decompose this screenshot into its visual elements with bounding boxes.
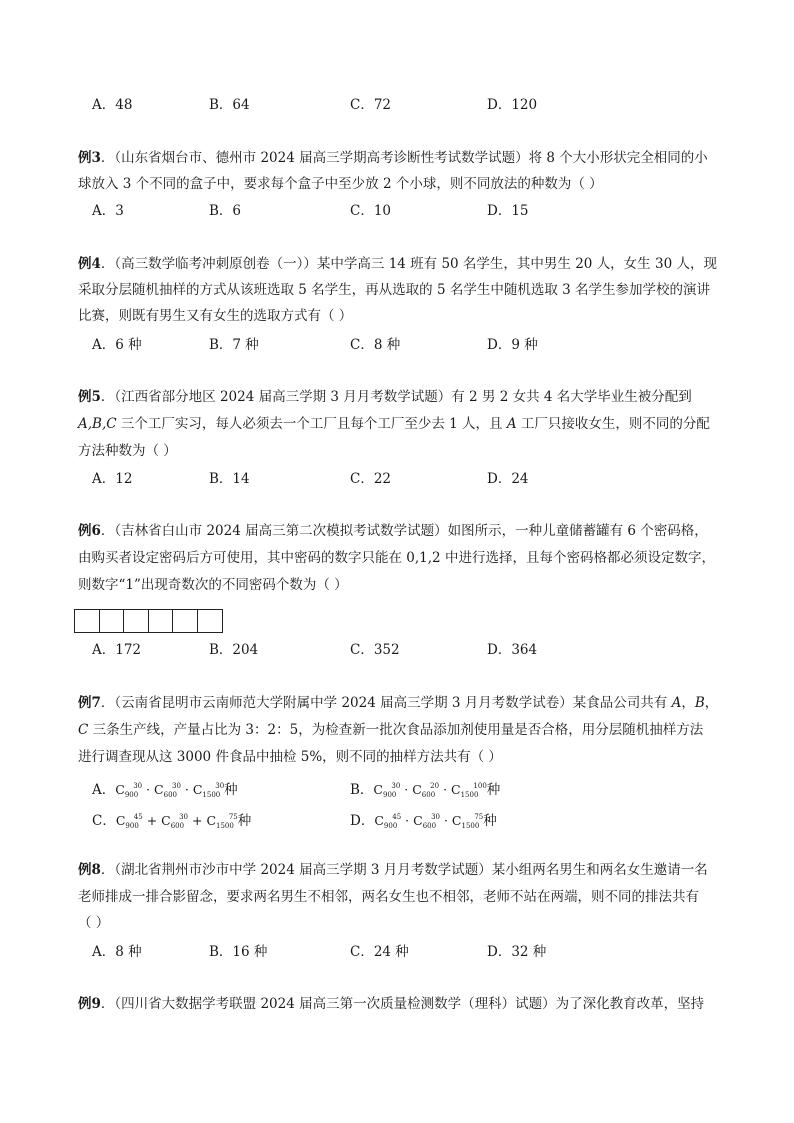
combination-letter: C (412, 782, 422, 797)
combination-k: 20 (430, 782, 440, 790)
q7-text-1: ．（云南省昆明市云南师范大学附属中学 2024 届高三学期 3 月月考数学试卷）某食品公司共有 (100, 695, 672, 711)
q7-option-a[interactable] (92, 776, 238, 805)
q8-text-3: （ ） (78, 915, 110, 931)
password-cell (149, 610, 174, 632)
q6-math-digits: 0,1,2 (406, 550, 441, 566)
q5-text-2a: 三个工厂实习，每人必须去一个工厂且每个工厂至少去 1 人，且 (116, 416, 507, 432)
combination-term (193, 782, 224, 797)
q3-text-2: 球放入 3 个不同的盒子中，要求每个盒子中至少放 2 个小球，则不同放法的种数为（ ） (78, 176, 603, 192)
q5-text-3: 方法种数为（ ） (78, 443, 177, 459)
q6-line-3 (78, 575, 718, 595)
q8-line-1 (78, 860, 718, 880)
q7-text-2: 三条生产线，产量占比为 3：2：5，为检查新一批次食品添加剂使用量是否合格，用分层随机抽样方法 (88, 722, 704, 738)
expr-operator: · (400, 782, 413, 797)
q7-math-a: A (671, 695, 682, 711)
combination-k: 30 (215, 782, 225, 790)
combination-letter: C (413, 813, 423, 828)
expr-operator: + (188, 813, 207, 828)
password-cell (124, 610, 149, 632)
q4-text-1: ．（高三数学临考冲刺原创卷（一））某中学高三 14 班有 50 名学生，其中男生 20 人，女生 30 人，现 (100, 256, 717, 272)
q7-end: ， (704, 695, 719, 711)
q5-label: 例5 (78, 389, 101, 405)
q4-text-3: 比赛，则既有男生又有女生的选取方式有（ ） (78, 308, 353, 324)
q8-text-2: 老师排成一排合影留念，要求两名男生不相邻，两名女生也不相邻，老师不站在两端，则不同的排法共有 (78, 889, 699, 905)
q7-sep: ， (681, 695, 695, 711)
q5-text-2b: 工厂只接收女生，则不同的分配 (516, 416, 710, 432)
q4-option-b[interactable]: B．7 种 (209, 337, 259, 353)
combination-letter: C (161, 813, 171, 828)
q7-option-d[interactable] (350, 807, 497, 836)
combination-term (451, 782, 487, 797)
q7-option-d-label: D． (350, 813, 375, 829)
q7-option-c-label: C． (92, 813, 116, 829)
q7-option-c[interactable] (92, 807, 251, 836)
combination-n: 600 (422, 822, 437, 830)
combination-k: 30 (133, 782, 143, 790)
q9-label: 例9 (78, 996, 101, 1012)
combination-term (412, 782, 439, 797)
combination-k: 30 (179, 813, 189, 821)
q7-option-d-expr (374, 813, 483, 828)
combination-term (413, 813, 440, 828)
q6-option-a[interactable]: A．172 (92, 642, 142, 658)
q5-option-c[interactable]: C．22 (350, 471, 392, 487)
q6-label: 例6 (78, 523, 101, 539)
expr-operator: · (401, 813, 414, 828)
q2-option-b[interactable]: B．64 (209, 97, 250, 113)
q5-text-1: ．（江西省部分地区 2024 届高三学期 3 月月考数学试题）有 2 男 2 女共 4 名大学毕业生被分配到 (100, 389, 692, 405)
combination-n: 600 (421, 791, 436, 799)
q5-option-b[interactable]: B．14 (209, 471, 250, 487)
q2-option-c[interactable]: C．72 (350, 97, 392, 113)
combination-n: 600 (170, 822, 185, 830)
combination-term (154, 782, 181, 797)
q7-option-b-label: B． (350, 782, 374, 798)
expr-operator: · (180, 782, 193, 797)
q3-option-a[interactable]: A．3 (92, 203, 124, 219)
combination-term (374, 813, 401, 828)
q5-option-a[interactable]: A．12 (92, 471, 133, 487)
q5-math-abc: A,B,C (78, 416, 117, 432)
q2-option-d[interactable]: D．120 (487, 97, 538, 113)
q7-option-b-unit: 种 (486, 782, 501, 798)
q9-line-1 (78, 994, 718, 1014)
combination-letter: C (451, 782, 461, 797)
password-grid-figure (74, 609, 223, 633)
expr-operator: + (142, 813, 162, 828)
q7-line-2 (78, 720, 718, 740)
q7-line-3 (78, 747, 718, 767)
q5-options (92, 469, 712, 489)
combination-n: 1500 (460, 791, 479, 799)
q7-option-c-unit: 种 (237, 813, 252, 829)
q8-text-1: ．（湖北省荆州市沙市中学 2024 届高三学期 3 月月考数学试题）某小组两名男生和两名女生邀请一名 (100, 862, 708, 878)
q8-options (92, 942, 712, 962)
q5-line-1 (78, 387, 718, 407)
combination-letter: C (373, 782, 383, 797)
q6-text-2b: 中进行选择，且每个密码格都必须设定数字， (440, 550, 715, 566)
combination-k: 100 (473, 782, 487, 790)
password-cell (100, 610, 125, 632)
q3-label: 例3 (78, 150, 101, 166)
q7-option-b-expr (373, 782, 486, 797)
q5-option-d[interactable]: D．24 (487, 471, 529, 487)
q4-label: 例4 (78, 256, 101, 272)
expr-operator: · (142, 782, 155, 797)
q6-option-c[interactable]: C．352 (350, 642, 400, 658)
q7-options-row-1 (92, 776, 712, 799)
expr-operator: · (440, 813, 452, 828)
combination-term (161, 813, 188, 828)
q7-math-b: B (694, 695, 705, 711)
q2-option-a[interactable]: A．48 (92, 97, 133, 113)
q3-options (92, 201, 712, 221)
q7-option-b[interactable] (350, 776, 500, 805)
q4-line-2 (78, 280, 718, 300)
q5-line-2 (78, 414, 718, 434)
combination-letter: C (374, 813, 384, 828)
combination-term (373, 782, 400, 797)
combination-n: 900 (383, 791, 397, 799)
q6-options (92, 640, 712, 660)
q8-line-3 (78, 913, 718, 933)
combination-term (116, 813, 143, 828)
q6-line-1 (78, 521, 718, 541)
q5-line-3 (78, 441, 718, 461)
combination-letter: C (154, 782, 164, 797)
q8-line-2 (78, 887, 718, 907)
q4-option-a[interactable]: A．6 种 (92, 337, 142, 353)
q3-line-1 (78, 148, 718, 168)
combination-n: 600 (163, 791, 177, 799)
q5-math-a: A (506, 416, 517, 432)
combination-letter: C (451, 813, 462, 828)
combination-k: 75 (474, 813, 484, 821)
combination-letter: C (115, 813, 126, 828)
password-cell (75, 610, 100, 632)
q6-text-1: ．（吉林省白山市 2024 届高三第二次模拟考试数学试题）如图所示，一种儿童储蓄罐有 6 个密码格， (100, 523, 708, 539)
combination-k: 45 (392, 813, 402, 821)
q4-option-c[interactable]: C．8 种 (350, 337, 401, 353)
password-cell (198, 610, 223, 632)
password-cell (173, 610, 198, 632)
combination-n: 900 (124, 791, 139, 799)
combination-k: 30 (391, 782, 401, 790)
q8-option-a[interactable]: A．8 种 (92, 944, 142, 960)
q8-option-c[interactable]: C．24 种 (350, 944, 409, 960)
combination-k: 45 (133, 813, 143, 821)
q2-options (92, 95, 712, 115)
q4-text-2: 采取分层随机抽样的方式从该班选取 5 名学生，再从选取的 5 名学生中随机选取 3 名学生参加学校的演讲 (78, 282, 711, 298)
combination-k: 75 (228, 813, 238, 821)
q7-option-d-unit: 种 (483, 813, 497, 829)
combination-n: 1500 (216, 822, 234, 830)
combination-k: 30 (431, 813, 440, 821)
q3-option-d[interactable]: D．15 (487, 203, 529, 219)
q7-line-1 (78, 693, 718, 713)
combination-letter: C (206, 813, 217, 828)
q7-text-3: 进行调查现从这 3000 件食品中抽检 5%，则不同的抽样方法共有（ ） (78, 749, 502, 765)
q4-line-1 (78, 254, 718, 274)
q3-option-b[interactable]: B．6 (209, 203, 242, 219)
q3-option-c[interactable]: C．10 (350, 203, 392, 219)
combination-term (206, 813, 237, 828)
combination-term (115, 782, 142, 797)
combination-term (452, 813, 483, 828)
q6-option-b[interactable]: B．204 (209, 642, 259, 658)
combination-letter: C (192, 782, 203, 797)
q8-option-b[interactable]: B．16 种 (209, 944, 268, 960)
combination-n: 900 (125, 822, 139, 830)
q9-text-1: ．（四川省大数据学考联盟 2024 届高三第一次质量检测数学（理科）试题）为了深化教育改革，坚持 (100, 996, 705, 1012)
q8-label: 例8 (78, 862, 101, 878)
q4-line-3 (78, 306, 718, 326)
q7-option-c-expr (116, 813, 238, 828)
combination-n: 1500 (461, 822, 480, 830)
q7-label: 例7 (78, 695, 101, 711)
q7-math-c: C (78, 722, 89, 738)
q4-option-d[interactable]: D．9 种 (487, 337, 538, 353)
q7-options-row-2 (92, 807, 712, 830)
q7-option-a-label: A． (92, 782, 116, 798)
q6-line-2 (78, 548, 718, 568)
q6-option-d[interactable]: D．364 (487, 642, 538, 658)
combination-n: 900 (383, 822, 398, 830)
combination-k: 30 (172, 782, 181, 790)
q3-line-2 (78, 174, 718, 194)
q3-text-1: ．（山东省烟台市、德州市 2024 届高三学期高考诊断性考试数学试题）将 8 个大小形状完全相同的小 (100, 150, 708, 166)
q7-option-a-unit: 种 (224, 782, 238, 798)
q6-text-3: 则数字“1”出现奇数次的不同密码个数为（ ） (78, 577, 348, 593)
q8-option-d[interactable]: D．32 种 (487, 944, 547, 960)
combination-n: 1500 (202, 791, 221, 799)
expr-operator: · (439, 782, 452, 797)
q6-text-2a: 由购买者设定密码后方可使用，其中密码的数字只能在 (78, 550, 407, 566)
q4-options (92, 335, 712, 355)
combination-letter: C (115, 782, 125, 797)
q7-option-a-expr (115, 782, 224, 797)
